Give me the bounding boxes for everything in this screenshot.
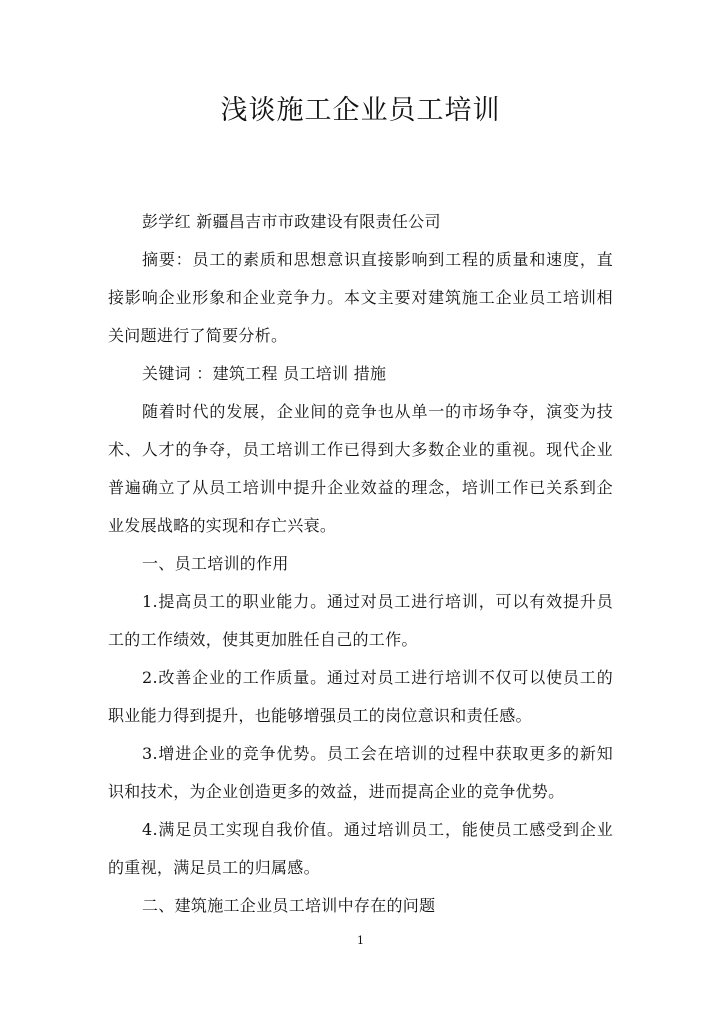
paragraph-intro: 随着时代的发展，企业间的竞争也从单一的市场争夺，演变为技术、人才的争夺，员工培训工作已得到大多数企业的重视。现代企业普遍确立了从员工培训中提升企业效益的理念，培训工作已关系到企业发展战略的实现和存亡兴衰。 xyxy=(108,402,613,535)
list-item-4: 4.满足员工实现自我价值。通过培训员工，能使员工感受到企业的重视，满足员工的归属感。 xyxy=(108,820,613,877)
document-title: 浅谈施工企业员工培训 xyxy=(220,95,501,126)
author-line: 彭学红 新疆昌吉市市政建设有限责任公司 xyxy=(142,212,441,231)
document-body xyxy=(108,203,613,925)
page-number: 1 xyxy=(357,934,364,947)
keywords: 关键词 ：建筑工程 员工培训 措施 xyxy=(142,364,387,383)
list-item-3: 3.增进企业的竞争优势。员工会在培训的过程中获取更多的新知识和技术，为企业创造更多的效益，进而提高企业的竞争优势。 xyxy=(108,744,613,801)
section-heading-2: 二、建筑施工企业员工培训中存在的问题 xyxy=(142,896,436,915)
list-item-2: 2.改善企业的工作质量。通过对员工进行培训不仅可以使员工的职业能力得到提升，也能够增强员工的岗位意识和责任感。 xyxy=(108,668,613,725)
section-heading-1: 一、员工培训的作用 xyxy=(142,554,289,573)
abstract: 摘要：员工的素质和思想意识直接影响到工程的质量和速度，直接影响企业形象和企业竞争力。本文主要对建筑施工企业员工培训相关问题进行了简要分析。 xyxy=(108,250,613,345)
list-item-1: 1.提高员工的职业能力。通过对员工进行培训，可以有效提升员工的工作绩效，使其更加胜任自己的工作。 xyxy=(108,592,613,649)
